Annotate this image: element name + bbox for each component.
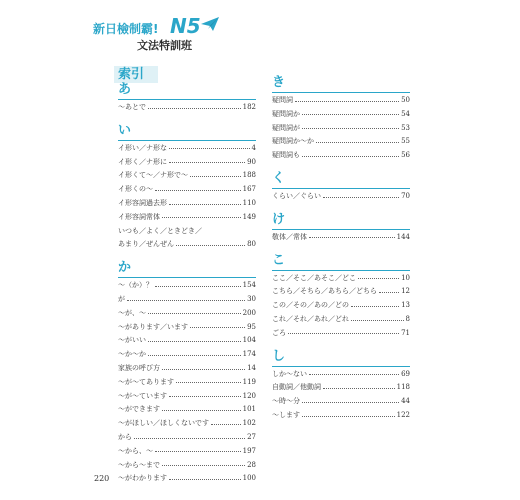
index-entry (272, 299, 410, 311)
entry-page: 122 (396, 411, 410, 419)
index-entry (272, 135, 410, 147)
index-entry (118, 238, 256, 250)
entry-page: 110 (242, 199, 256, 207)
entry-page: 71 (401, 328, 410, 337)
leader-dots (169, 162, 245, 163)
leader-dots (169, 148, 250, 149)
index-entry (272, 327, 410, 339)
index-entry (272, 285, 410, 297)
leader-dots (302, 156, 399, 157)
index-entry (118, 334, 256, 346)
leader-dots (155, 286, 241, 287)
entry-term: ～あとで (118, 103, 146, 111)
index-entry (118, 279, 256, 291)
entry-term: ごろ (272, 328, 286, 337)
entry-term: から (118, 433, 132, 441)
index-entry (118, 390, 256, 402)
entry-term: 疑問詞か～か (272, 137, 314, 146)
entry-page: 8 (405, 315, 410, 323)
index-entry (272, 231, 410, 243)
leader-dots (358, 278, 399, 279)
leader-dots (162, 217, 241, 218)
leader-dots (176, 382, 241, 383)
index-entry (118, 376, 256, 388)
leader-dots (351, 320, 404, 321)
leader-dots (169, 204, 241, 205)
entry-term: ここ／そこ／あそこ／どこ (272, 273, 356, 282)
leader-dots (155, 190, 241, 191)
index-entry (272, 313, 410, 325)
entry-term: くらい／ぐらい (272, 192, 321, 200)
index-entry (272, 122, 410, 134)
index-entry (118, 197, 256, 209)
index-entry (272, 409, 410, 421)
leader-dots (190, 176, 241, 177)
index-entry (118, 101, 256, 113)
entry-page: 70 (401, 192, 410, 200)
entry-page: 200 (242, 308, 256, 317)
entry-page: 120 (242, 391, 256, 400)
index-entry (118, 225, 256, 237)
leader-dots (309, 374, 399, 375)
entry-term: 家族の呼び方 (118, 364, 160, 372)
index-entry (118, 472, 256, 484)
entry-page: 149 (242, 212, 256, 221)
entry-page: 13 (401, 301, 410, 310)
entry-term: これ／それ／あれ／どれ (272, 315, 349, 323)
index-entry (272, 94, 410, 106)
entry-term: 疑問詞も (272, 151, 300, 160)
section-heading: こ (272, 254, 410, 271)
entry-term: ～（か）？ (118, 281, 153, 290)
entry-page: 53 (401, 123, 410, 132)
entry-page: 55 (401, 137, 410, 146)
entry-page: 56 (401, 151, 410, 160)
entry-page: 188 (242, 171, 256, 180)
index-entry (118, 156, 256, 168)
index-entry (118, 431, 256, 443)
index-entry (118, 321, 256, 333)
entry-term: ～ができます (118, 405, 160, 414)
index-entry (272, 272, 410, 284)
index-entry (118, 403, 256, 415)
entry-page: 101 (242, 405, 256, 414)
index-entry (118, 362, 256, 374)
entry-term: ～から、～ (118, 446, 153, 455)
entry-page: 12 (401, 287, 410, 296)
entry-page: 167 (242, 185, 256, 194)
entry-term: 疑問詞 (272, 96, 293, 104)
entry-page: 44 (401, 397, 410, 406)
leader-dots (302, 114, 399, 115)
section-heading: い (118, 124, 256, 141)
page-number: 220 (94, 474, 110, 483)
leader-dots (288, 333, 399, 334)
entry-term: 自動詞／他動詞 (272, 383, 321, 392)
entry-page: 154 (242, 281, 256, 290)
entry-page: 144 (396, 232, 410, 241)
leader-dots (148, 355, 241, 356)
entry-page: 100 (242, 474, 256, 483)
leader-dots (302, 416, 395, 417)
entry-term: イ形く／ナ形に (118, 157, 167, 166)
index-entry (118, 169, 256, 181)
section-heading: け (272, 213, 410, 230)
entry-term: ～があります／います (118, 322, 188, 331)
entry-page: 4 (251, 143, 256, 152)
index-entry (118, 293, 256, 305)
leader-dots (169, 396, 241, 397)
entry-page: 90 (247, 157, 256, 166)
leader-dots (127, 300, 245, 301)
entry-term: ～がわかります (118, 474, 167, 483)
entry-term: 疑問詞が (272, 123, 300, 132)
section-heading: か (118, 261, 256, 278)
entry-term: ～か～か (118, 350, 146, 359)
entry-term: いつも／よく／ときどき／ (118, 226, 202, 235)
entry-term: ～が、～ (118, 308, 146, 317)
index-entry (118, 445, 256, 457)
section-heading: き (272, 76, 410, 93)
entry-term: ～が～てあります (118, 377, 174, 386)
entry-page: 95 (247, 322, 256, 331)
leader-dots (309, 237, 395, 238)
entry-term: 敬体／常体 (272, 232, 307, 241)
entry-page: 14 (247, 364, 256, 372)
entry-term: この／その／あの／どの (272, 301, 349, 310)
entry-page: 80 (247, 240, 256, 249)
entry-term: ～します (272, 411, 300, 419)
leader-dots (351, 306, 399, 307)
entry-term: ～時～分 (272, 397, 300, 406)
entry-page: 174 (242, 350, 256, 359)
entry-page: 27 (247, 433, 256, 441)
entry-term: ～が～ています (118, 391, 167, 400)
leader-dots (148, 313, 241, 314)
entry-term: ～から～まで (118, 460, 160, 469)
index-entry (272, 381, 410, 393)
section-heading: く (272, 172, 410, 189)
entry-page: 54 (401, 109, 410, 118)
index-heading: 索引 (114, 66, 158, 83)
entry-page: 30 (247, 295, 256, 303)
leader-dots (155, 451, 241, 452)
leader-dots (211, 424, 241, 425)
leader-dots (295, 101, 399, 102)
leader-dots (302, 402, 399, 403)
index-entry (118, 142, 256, 154)
entry-term: イ形い／ナ形な (118, 143, 167, 152)
section-heading: し (272, 350, 410, 367)
leader-dots (169, 479, 241, 480)
entry-term: ～がいい (118, 336, 146, 345)
entry-term: イ形くて～／ナ形で～ (118, 171, 188, 180)
entry-page: 10 (401, 273, 410, 282)
index-entry (272, 395, 410, 407)
section-heading: あ (118, 83, 256, 100)
entry-term: こちら／そちら／あちら／どちら (272, 287, 377, 296)
logo-title: 新日檢制霸! (93, 22, 159, 36)
entry-term: 疑問詞か (272, 109, 300, 118)
leader-dots (134, 438, 245, 439)
entry-page: 182 (242, 103, 256, 111)
index-entry (118, 307, 256, 319)
entry-page: 50 (401, 96, 410, 104)
leader-dots (162, 410, 241, 411)
entry-term: イ形くの～ (118, 185, 153, 194)
entry-term: しか～ない (272, 369, 307, 378)
index-entry (272, 190, 410, 202)
index-entry (118, 183, 256, 195)
leader-dots (323, 388, 395, 389)
entry-page: 118 (396, 383, 410, 392)
entry-page: 119 (242, 377, 256, 386)
leader-dots (162, 369, 245, 370)
leader-dots (190, 327, 245, 328)
index-entry (118, 348, 256, 360)
leader-dots (302, 128, 399, 129)
entry-term: イ形容詞常体 (118, 212, 160, 221)
logo-level: N5 (170, 14, 201, 38)
logo-subtitle: 文法特訓班 (137, 39, 192, 52)
leader-dots (316, 142, 399, 143)
leader-dots (379, 292, 399, 293)
book-logo (93, 14, 228, 52)
index-entry (272, 108, 410, 120)
index-entry (272, 368, 410, 380)
entry-page: 102 (242, 419, 256, 428)
entry-page: 69 (401, 369, 410, 378)
index-entry (118, 211, 256, 223)
entry-term: あまり／ぜんぜん (118, 240, 174, 249)
index-entry (272, 149, 410, 161)
entry-page: 28 (247, 460, 256, 469)
entry-term: イ形容詞過去形 (118, 199, 167, 207)
leader-dots (148, 108, 241, 109)
leader-dots (148, 341, 241, 342)
index-entry (118, 417, 256, 429)
entry-page: 104 (242, 336, 256, 345)
leader-dots (323, 197, 399, 198)
index-entry (118, 459, 256, 471)
leader-dots (162, 465, 245, 466)
paper-plane-icon (201, 17, 219, 31)
leader-dots (176, 245, 245, 246)
entry-page: 197 (242, 446, 256, 455)
entry-term: ～がほしい／ほしくないです (118, 419, 209, 428)
entry-term: が (118, 295, 125, 303)
